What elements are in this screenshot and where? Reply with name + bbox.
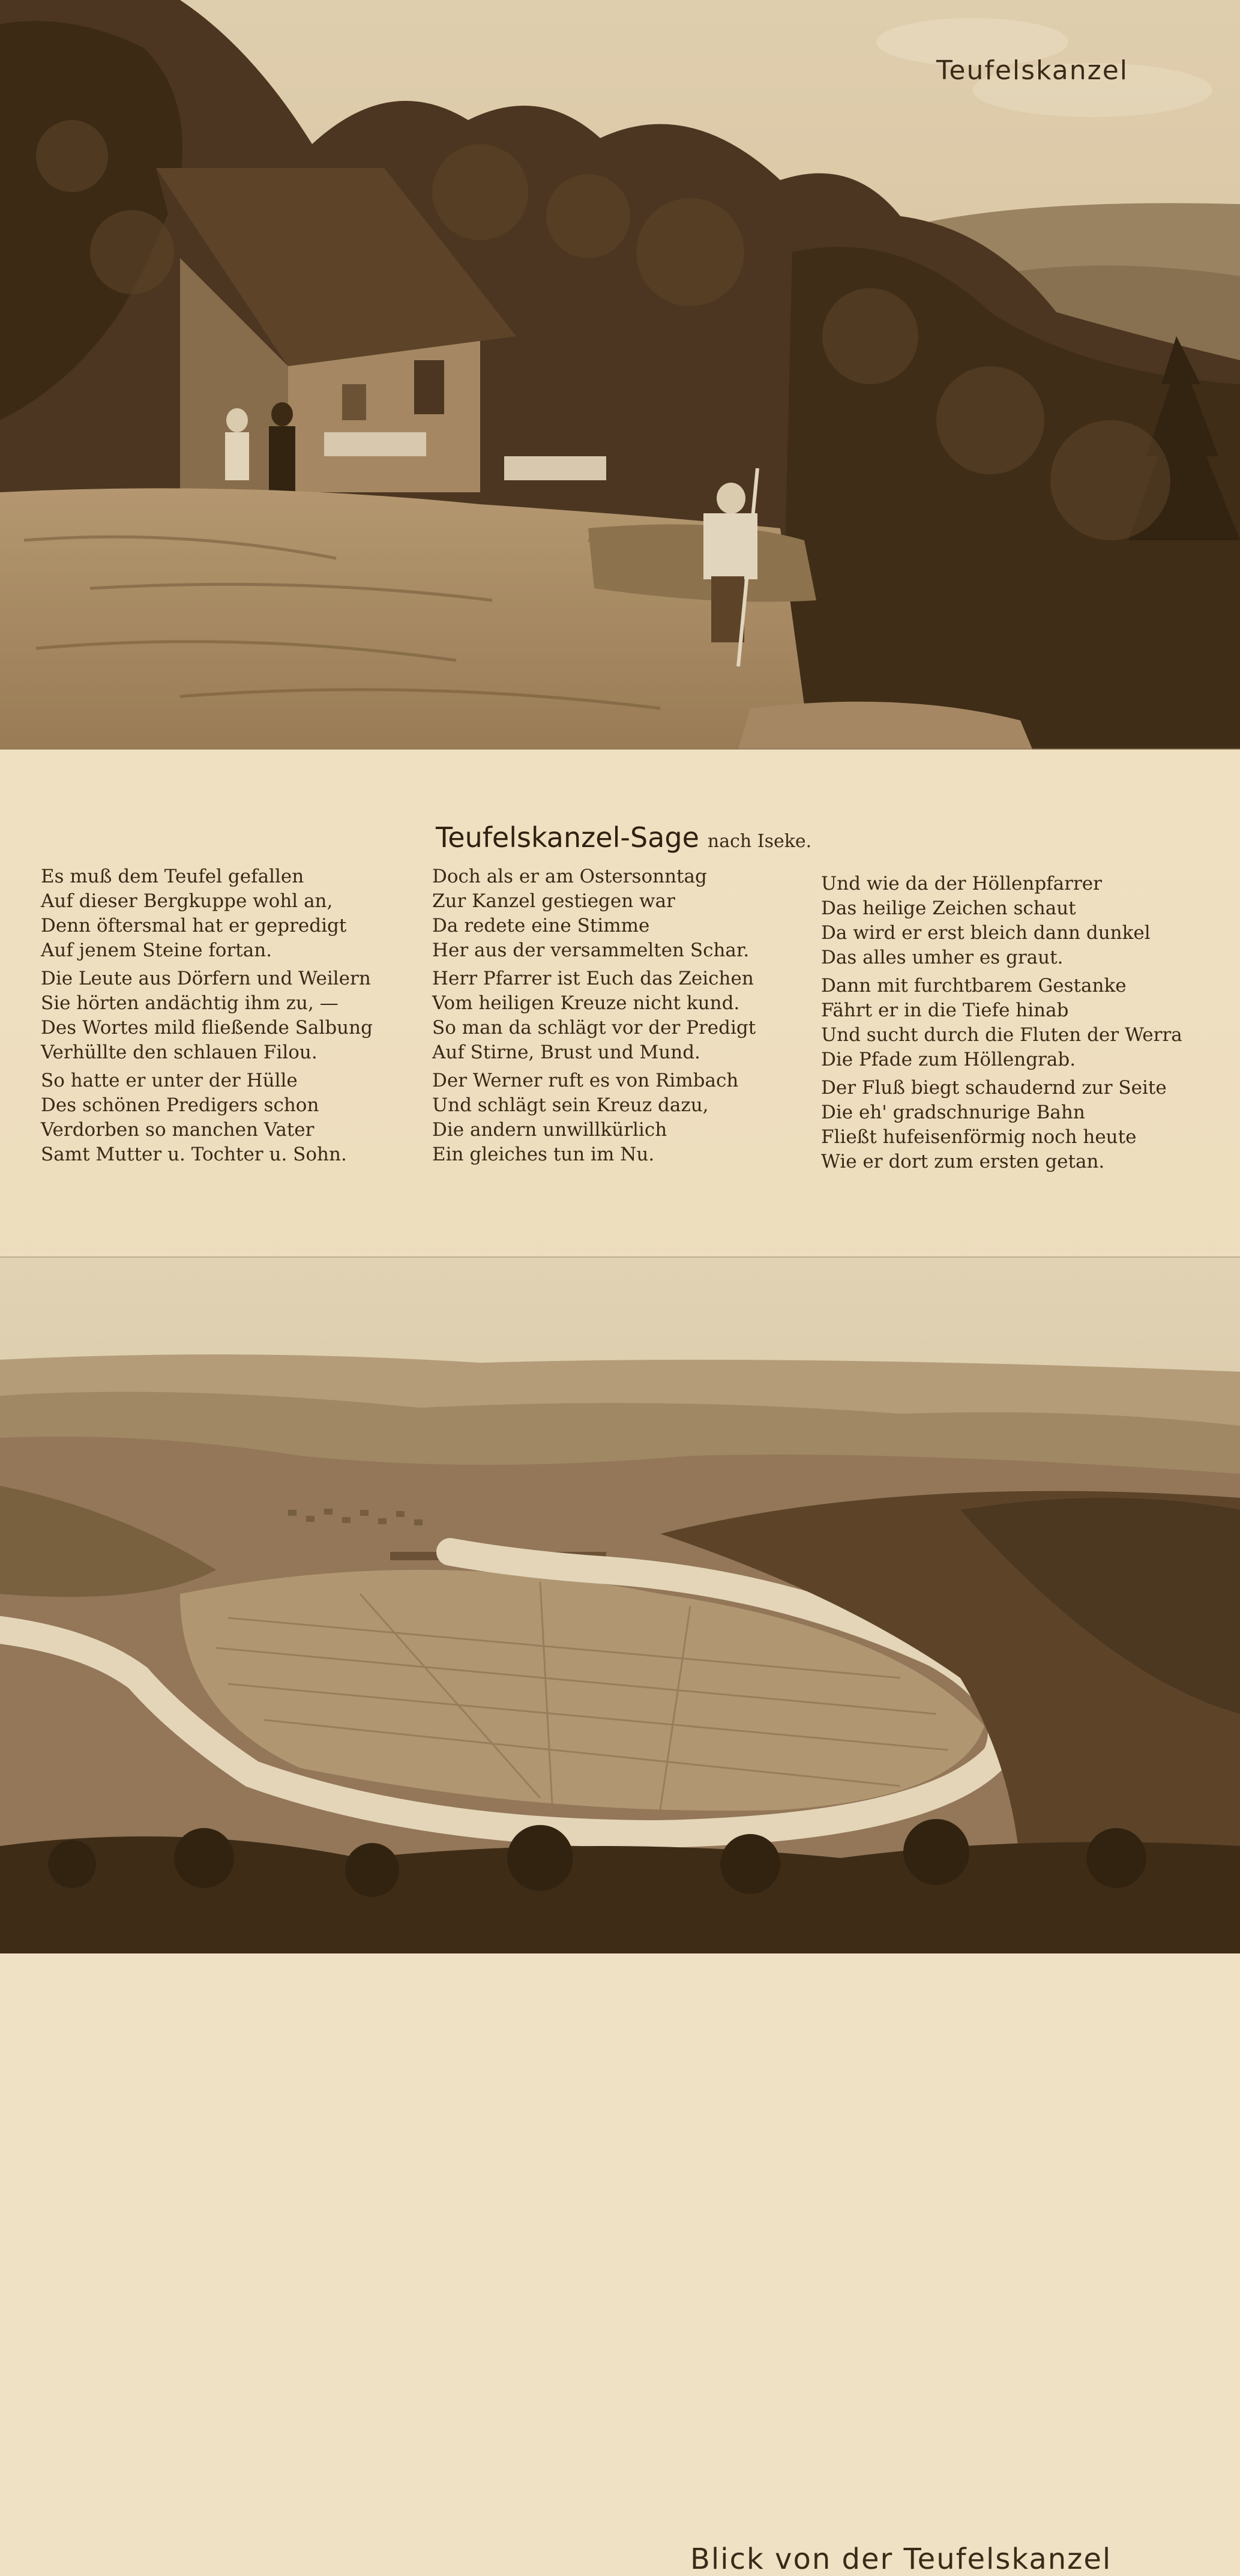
poem-line: Her aus der versammelten Schar. <box>432 940 750 961</box>
poem-line: Das alles umher es graut. <box>821 947 1064 968</box>
stanza-3-1 <box>821 872 1205 970</box>
poem-line: Der Werner ruft es von Rimbach <box>432 1070 739 1091</box>
poem-line: Zur Kanzel gestiegen war <box>432 890 675 912</box>
poem-column-1 <box>41 864 425 1171</box>
poem-line: Auf Stirne, Brust und Mund. <box>432 1042 700 1063</box>
poem-line: Das heilige Zeichen schaut <box>821 897 1076 919</box>
poem-line: Ein gleiches tun im Nu. <box>432 1144 655 1165</box>
photo-teufelskanzel-illustration <box>0 0 1240 749</box>
stanza-2-3 <box>432 1069 816 1167</box>
poem-line: Des Wortes mild fließende Salbung <box>41 1017 373 1039</box>
poem-line: Herr Pfarrer ist Euch das Zeichen <box>432 968 754 989</box>
stanza-2-1 <box>432 864 816 963</box>
poem-line: So man da schlägt vor der Predigt <box>432 1017 756 1039</box>
poem-line: Und sucht durch die Fluten der Werra <box>821 1024 1182 1046</box>
poem-line: Die Pfade zum Höllengrab. <box>821 1049 1076 1070</box>
poem-line: Samt Mutter u. Tochter u. Sohn. <box>41 1144 347 1165</box>
photo-bottom-caption: Blick von der Teufelskanzel <box>690 2542 1112 2576</box>
poem-line: Da redete eine Stimme <box>432 915 650 937</box>
poem-title-attribution: nach Iseke. <box>707 831 812 852</box>
poem-line: So hatte er unter der Hülle <box>41 1070 298 1091</box>
poem-title-main: Teufelskanzel-Sage <box>436 821 699 854</box>
poem-column-2 <box>432 864 816 1171</box>
poem-line: Wie er dort zum ersten getan. <box>821 1151 1105 1172</box>
poem-line: Die Leute aus Dörfern und Weilern <box>41 968 371 989</box>
stanza-2-2 <box>432 967 816 1065</box>
poem-line: Der Fluß biegt schaudernd zur Seite <box>821 1077 1167 1099</box>
poem-line: Da wird er erst bleich dann dunkel <box>821 922 1151 944</box>
stanza-3-2 <box>821 974 1205 1072</box>
poem-line: Auf dieser Bergkuppe wohl an, <box>41 890 333 912</box>
poem-line: Fließt hufeisenförmig noch heute <box>821 1126 1137 1148</box>
poem-line: Die eh' gradschnurige Bahn <box>821 1102 1085 1123</box>
poem-line: Es muß dem Teufel gefallen <box>41 866 304 887</box>
poem-line: Doch als er am Ostersonntag <box>432 866 707 887</box>
poem-line: Und wie da der Höllenpfarrer <box>821 873 1102 894</box>
stanza-1-1 <box>41 864 425 963</box>
poem-section <box>0 749 1240 1258</box>
poem-line: Dann mit furchtbarem Gestanke <box>821 975 1127 997</box>
poem-title <box>436 821 811 854</box>
stanza-1-2 <box>41 967 425 1065</box>
poem-line: Auf jenem Steine fortan. <box>41 940 272 961</box>
poem-line: Sie hörten andächtig ihm zu, — <box>41 992 339 1014</box>
photo-river-bend-illustration <box>0 1258 1240 1953</box>
stanza-3-3 <box>821 1076 1205 1174</box>
poem-line: Und schlägt sein Kreuz dazu, <box>432 1094 709 1116</box>
photo-blick-von-der-teufelskanzel <box>0 1258 1240 2576</box>
poem-line: Des schönen Predigers schon <box>41 1094 319 1116</box>
poem-line: Verhüllte den schlauen Filou. <box>41 1042 318 1063</box>
poem-line: Vom heiligen Kreuze nicht kund. <box>432 992 740 1014</box>
poem-column-3 <box>821 872 1205 1178</box>
poem-line: Verdorben so manchen Vater <box>41 1119 315 1141</box>
stanza-1-3 <box>41 1069 425 1167</box>
photo-teufelskanzel <box>0 0 1240 749</box>
poem-line: Fährt er in die Tiefe hinab <box>821 1000 1069 1021</box>
photo-top-caption: Teufelskanzel <box>936 55 1128 86</box>
poem-line: Die andern unwillkürlich <box>432 1119 667 1141</box>
poem-line: Denn öftersmal hat er gepredigt <box>41 915 347 937</box>
